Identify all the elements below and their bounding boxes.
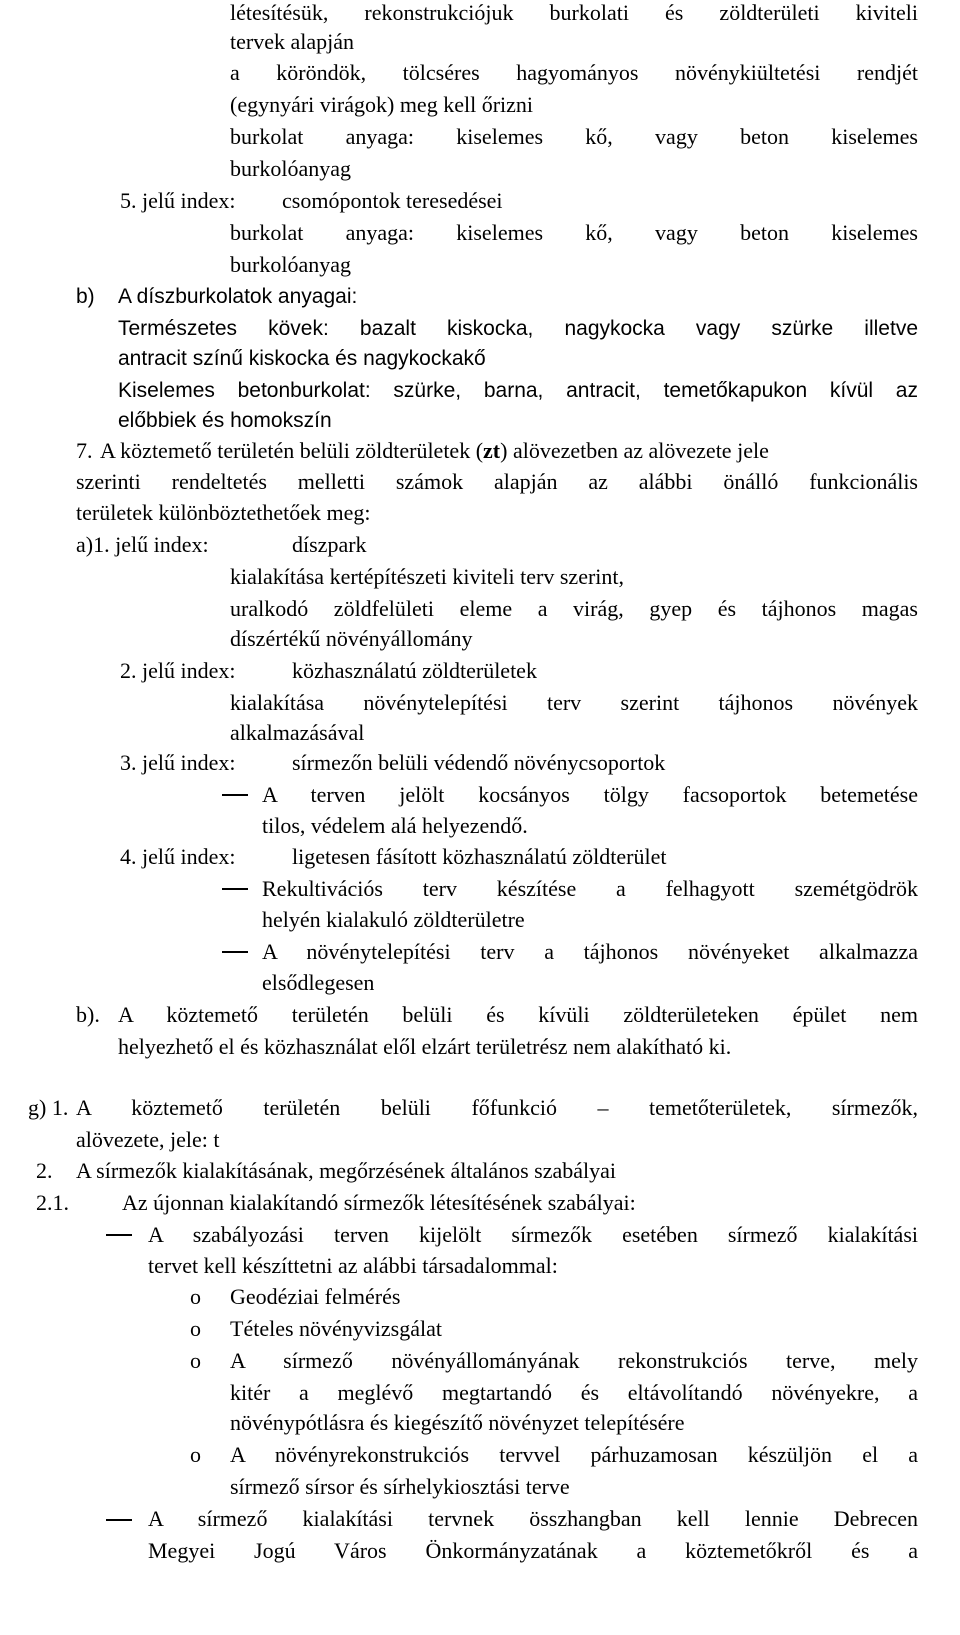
text-line: Az újonnan kialakítandó sírmezők létesítésének szabályai:	[122, 1190, 636, 1215]
dash-bullet	[222, 951, 248, 953]
text-line: burkolat anyaga: kiselemes kő, vagy beton kiselemes	[230, 124, 918, 149]
dash-bullet	[222, 794, 248, 796]
text-line: alövezete, jele: t	[76, 1127, 220, 1152]
text-line: tervek alapján	[230, 29, 354, 54]
text-line: (egynyári virágok) meg kell őrizni	[230, 92, 534, 117]
text-line: kialakítása kertépítészeti kiviteli terv szerint,	[230, 564, 625, 589]
text-line: elsődlegesen	[262, 970, 375, 995]
text-segment: A köztemető területén belüli zöldterületek (zt) alövezetben az alövezete jele	[100, 438, 769, 463]
text-line: területek különböztethetőek meg:	[76, 500, 371, 525]
text-line: A növényrekonstrukciós tervvel párhuzamosan készüljön el a	[230, 1442, 918, 1467]
index-label: 3. jelű index:	[120, 750, 236, 775]
text-line: A szabályozási terven kijelölt sírmezők esetében sírmező kialakítási	[148, 1222, 918, 1247]
index-title: sírmezőn belüli védendő növénycsoportok	[292, 750, 666, 775]
text-line: szerinti rendeltetés melletti számok alapján az alábbi önálló funkcionális	[76, 469, 918, 494]
dash-bullet	[106, 1519, 132, 1521]
section-heading: A díszburkolatok anyagai:	[118, 285, 358, 308]
text-line: tervet kell készíttetni az alábbi társadalommal:	[148, 1253, 558, 1278]
list-marker: o	[190, 1348, 201, 1373]
text-line: létesítésük, rekonstrukciójuk burkolati és zöldterületi kiviteli	[230, 0, 918, 25]
text-line: A terven jelölt kocsányos tölgy facsoportok betemetése	[262, 782, 918, 807]
text-line: A köztemető területén belüli főfunkció – temetőterületek, sírmezők,	[76, 1095, 918, 1120]
text-line: burkolóanyag	[230, 156, 351, 181]
index-label: 5. jelű index:	[120, 188, 236, 213]
text-line: A növénytelepítési terv a tájhonos növényeket alkalmazza	[262, 939, 918, 964]
text-line: sírmező sírsor és sírhelykiosztási terve	[230, 1474, 570, 1499]
text-line: uralkodó zöldfelületi eleme a virág, gyep és tájhonos magas	[230, 596, 918, 621]
text-line: alkalmazásával	[230, 720, 365, 745]
text-line: Megyei Jogú Város Önkormányzatának a köztemetőkről és a	[148, 1538, 918, 1563]
text-line: Geodéziai felmérés	[230, 1284, 401, 1309]
text-line: a köröndök, tölcséres hagyományos növénykiültetési rendjét	[230, 60, 918, 85]
text-line: burkolóanyag	[230, 252, 351, 277]
text-line: helyezhető el és közhasználat elől elzárt területrész nem alakítható ki.	[118, 1034, 732, 1059]
text-line: Tételes növényvizsgálat	[230, 1316, 442, 1341]
list-marker: 7.	[76, 438, 93, 463]
text-line: tilos, védelem alá helyezendő.	[262, 813, 528, 838]
text-line: kialakítása növénytelepítési terv szerint tájhonos növények	[230, 690, 918, 715]
index-title: csomópontok teresedései	[282, 188, 503, 213]
text-line: Kiselemes betonburkolat: szürke, barna, antracit, temetőkapukon kívül az	[118, 379, 918, 402]
index-label: 4. jelű index:	[120, 844, 236, 869]
list-marker: 2.	[36, 1158, 53, 1183]
text-line: A köztemető területén belüli és kívüli zöldterületeken épület nem	[118, 1002, 918, 1027]
index-label: 2. jelű index:	[120, 658, 236, 683]
text-line	[100, 436, 918, 466]
index-label: a)1. jelű index:	[76, 532, 209, 557]
index-title: díszpark	[292, 532, 367, 557]
list-marker: 2.1.	[36, 1190, 69, 1215]
list-marker: b).	[76, 1002, 100, 1027]
text-line: díszértékű növényállomány	[230, 626, 473, 651]
dash-bullet	[222, 888, 248, 890]
text-line: kitér a meglévő megtartandó és eltávolítandó növényekre, a	[230, 1380, 918, 1405]
list-marker: g) 1.	[28, 1095, 69, 1120]
text-line: A sírmező kialakítási tervnek összhangban kell lennie Debrecen	[148, 1506, 918, 1531]
dash-bullet	[106, 1234, 132, 1236]
text-line: Rekultivációs terv készítése a felhagyott szemétgödrök	[262, 876, 918, 901]
index-title: ligetesen fásított közhasználatú zöldterület	[292, 844, 667, 869]
list-marker: b)	[76, 285, 95, 308]
list-marker: o	[190, 1316, 201, 1341]
text-line: antracit színű kiskocka és nagykockakő	[118, 347, 486, 370]
text-line: növénypótlásra és kiegészítő növényzet telepítésére	[230, 1410, 685, 1435]
text-line: helyén kialakuló zöldterületre	[262, 907, 525, 932]
index-title: közhasználatú zöldterületek	[292, 658, 537, 683]
text-line: Természetes kövek: bazalt kiskocka, nagykocka vagy szürke illetve	[118, 317, 918, 340]
text-line: A sírmezők kialakításának, megőrzésének általános szabályai	[76, 1158, 617, 1183]
text-line: burkolat anyaga: kiselemes kő, vagy beton kiselemes	[230, 220, 918, 245]
text-line: előbbiek és homokszín	[118, 409, 332, 432]
list-marker: o	[190, 1284, 201, 1309]
text-line: A sírmező növényállományának rekonstrukciós terve, mely	[230, 1348, 918, 1373]
list-marker: o	[190, 1442, 201, 1467]
